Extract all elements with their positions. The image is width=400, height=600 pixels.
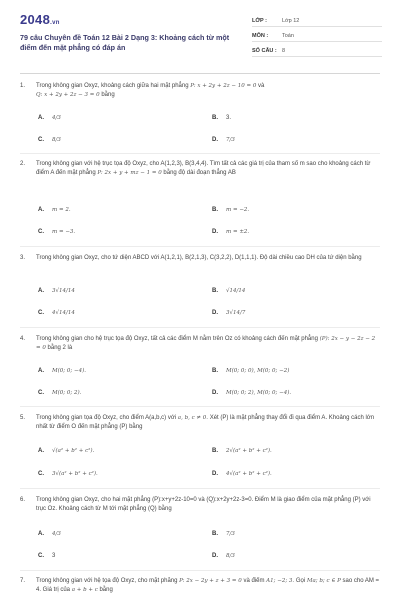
question-text: Trong không gian với hệ trục tọa độ Oxyz, cho A(1,2,3), B(3,4,4). Tìm tất cả các giá trị của tham số m sao cho khoảng cách từ điểm A đến mặt phẳng P: 2x + y + mz − 1 = 0 bằng độ dài đoạn thẳng AB [36, 161, 371, 176]
question-2 [20, 160, 380, 192]
option-5a[interactable]: A. √(a² + b² + c²). [38, 448, 95, 454]
question-7 [20, 577, 380, 599]
option-4d[interactable]: D. M(0; 0; 2), M(0; 0; −4). [212, 390, 292, 396]
option-5b[interactable]: B. 2√(a² + b² + c²). [212, 448, 272, 454]
math-expression: A1; −2; 3. [266, 578, 295, 584]
option-5c[interactable]: C. 3√(a² + b² + c²). [38, 471, 98, 477]
question-5 [20, 414, 380, 434]
option-6c[interactable]: C. 3 [38, 553, 56, 559]
meta-row-class [252, 15, 382, 27]
question-separator [20, 153, 380, 154]
meta-row-subject [252, 30, 382, 42]
question-number: 7. [20, 578, 26, 584]
question-separator [20, 570, 380, 571]
question-number: 4. [20, 336, 26, 342]
question-number: 1. [20, 83, 26, 89]
math-expression: Q: x + 2y + 2z − 3 = 0 [36, 92, 100, 98]
math-expression: P: 2x + y + mz − 1 = 0 [97, 170, 162, 176]
question-3 [20, 254, 380, 274]
question-number: 2. [20, 161, 26, 167]
question-number: 5. [20, 415, 26, 421]
option-1b[interactable]: B. 3. [212, 115, 232, 121]
question-number: 6. [20, 497, 26, 503]
question-4 [20, 335, 380, 355]
meta-label: SỐ CÂU : [252, 47, 277, 54]
option-2c[interactable]: C. m = −3. [38, 229, 76, 235]
question-text: Trong không gian cho hệ trục tọa độ Oxyz, tất cả các điểm M nằm trên Oz có khoảng cách đến mặt phẳng (P): 2x − y − 2z − 2 = 0 bằng 2 là [36, 336, 376, 351]
option-3d[interactable]: D. 3√14/7 [212, 310, 246, 316]
question-6 [20, 496, 380, 516]
option-3b[interactable]: B. √14/14 [212, 288, 246, 294]
option-1d[interactable]: D. 7/3 [212, 137, 235, 143]
option-3a[interactable]: A. 3√14/14 [38, 288, 75, 294]
site-logo[interactable]: 2048.vn [20, 12, 60, 27]
option-4c[interactable]: C. M(0; 0; 2). [38, 390, 82, 396]
question-1 [20, 82, 380, 102]
meta-value: 8 [282, 47, 286, 54]
question-text: Trong không gian Oxyz, cho hai mặt phẳng (P):x+y+2z-10=0 và (Q):x+2y+2z-3=0. Điểm M là giao điểm của mặt phẳng (P) với trục Oz. Khoảng cách từ M tới mặt phẳng (Q) bằng [36, 497, 371, 512]
document-meta [252, 15, 382, 60]
question-separator [20, 246, 380, 247]
page-header [0, 0, 400, 70]
option-1c[interactable]: C. 8/3 [38, 137, 61, 143]
math-expression: Ma; b; c ∈ P [306, 578, 341, 584]
math-expression: P: 2x − 2y + z + 3 = 0 [179, 578, 242, 584]
option-1a[interactable]: A. 4/3 [38, 115, 61, 121]
math-expression: a + b + c [71, 587, 98, 593]
math-expression: (P): 2x − y − 2z − 2 = 0 [36, 336, 376, 351]
question-separator [20, 406, 380, 407]
math-expression: P: x + 2y + 2z − 10 = 0 [190, 83, 257, 89]
option-4a[interactable]: A. M(0; 0; −4). [38, 368, 86, 374]
meta-row-count [252, 45, 382, 57]
option-6b[interactable]: B. 7/3 [212, 531, 235, 537]
question-text: Trong không gian Oxyz, khoảng cách giữa hai mặt phẳng P: x + 2y + 2z − 10 = 0 và Q: x + 2y + 2z − 3 = 0 bằng [36, 83, 265, 98]
meta-label: LỚP : [252, 17, 267, 24]
option-6d[interactable]: D. 8/3 [212, 553, 235, 559]
document-title: 79 câu Chuyên đề Toán 12 Bài 2 Dạng 3: Khoảng cách từ một điểm đến mặt phẳng có đáp án [20, 33, 230, 52]
meta-value: Lớp 12 [282, 17, 300, 24]
question-separator [20, 488, 380, 489]
meta-value: Toán [282, 32, 294, 39]
math-expression: a, b, c ≠ 0. [177, 415, 209, 421]
question-number: 3. [20, 255, 26, 261]
meta-label: MÔN : [252, 32, 269, 39]
option-3c[interactable]: C. 4√14/14 [38, 310, 75, 316]
question-separator [20, 327, 380, 328]
option-2b[interactable]: B. m = −2. [212, 207, 250, 213]
option-6a[interactable]: A. 4/3 [38, 531, 61, 537]
question-text: Trong không gian tọa độ Oxyz, cho điểm A(a,b,c) với a, b, c ≠ 0. Xét (P) là mặt phẳng thay đổi đi qua điểm A. Khoảng cách lớn nhất từ điểm O đến mặt phẳng (P) bằng [36, 415, 375, 430]
option-2a[interactable]: A. m = 2. [38, 207, 71, 213]
option-2d[interactable]: D. m = ±2. [212, 229, 250, 235]
question-text: Trong không gian với hệ tọa độ Oxyz, cho mặt phẳng P: 2x − 2y + z + 3 = 0 và điểm A1; −2; 3. Gọi Ma; b; c ∈ P sao cho AM = 4. Giá trị của a + b + c bằng [36, 578, 380, 593]
question-text: Trong không gian Oxyz, cho tứ diện ABCD với A(1,2,1), B(2,1,3), C(3,2,2), D(1,1,1). Độ dài chiều cao DH của tứ diện bằng [36, 255, 362, 261]
option-4b[interactable]: B. M(0; 0; 0), M(0; 0; −2) [212, 368, 290, 374]
option-5d[interactable]: D. 4√(a² + b² + c²). [212, 471, 272, 477]
header-divider [20, 73, 380, 74]
